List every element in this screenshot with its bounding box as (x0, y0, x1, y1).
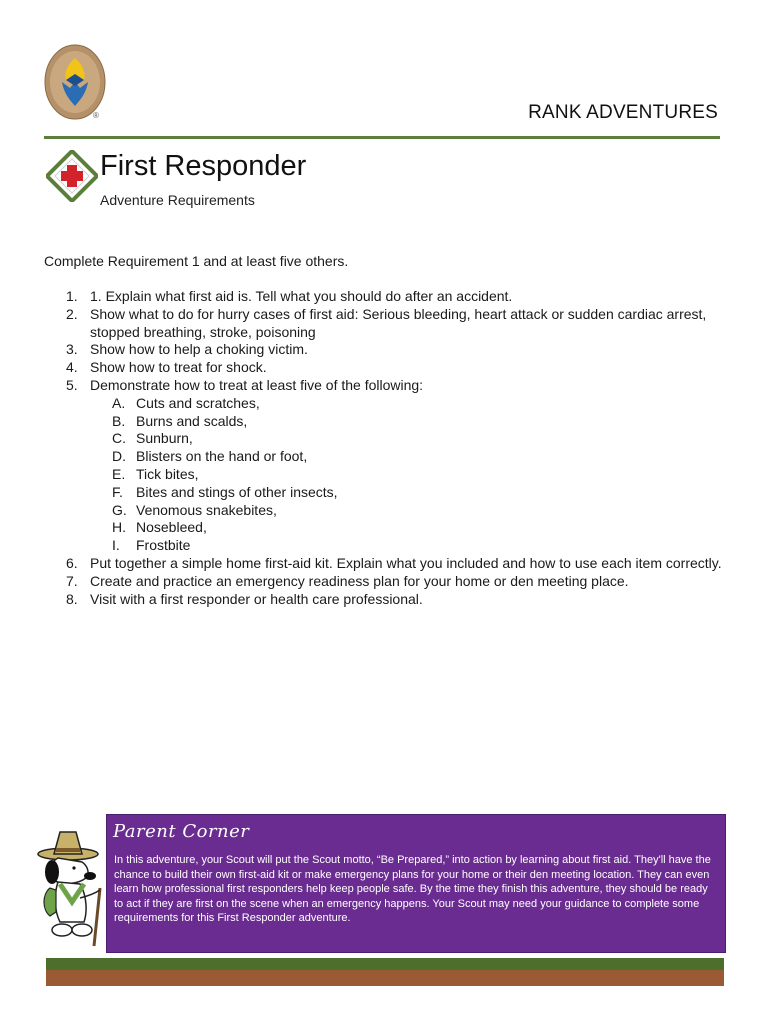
requirement-number: 2. (66, 305, 78, 322)
sub-requirement-letter: F. (112, 483, 123, 500)
sub-requirement-letter: A. (112, 394, 126, 411)
sub-requirement-text: Sunburn, (136, 430, 193, 447)
requirement-item (44, 555, 724, 573)
requirement-item (44, 573, 724, 591)
footer-brown-bar (46, 970, 724, 986)
first-aid-diamond-icon (46, 150, 98, 202)
sub-requirement-item (90, 502, 724, 520)
requirements-list (44, 288, 724, 608)
sub-requirement-text: Cuts and scratches, (136, 394, 260, 411)
requirement-number: 8. (66, 590, 78, 607)
requirement-text: Create and practice an emergency readiness plan for your home or den meeting place. (90, 572, 629, 589)
sub-requirement-text: Frostbite (136, 537, 191, 554)
requirement-text: Show how to treat for shock. (90, 359, 267, 376)
requirement-number: 4. (66, 359, 78, 376)
requirement-item (44, 341, 724, 359)
requirement-text: Show what to do for hurry cases of first aid: Serious bleeding, heart attack or sudden cardiac arrest, stopped breathing, stroke, poisoning (90, 305, 707, 340)
adventure-title: First Responder (100, 150, 307, 182)
sub-requirement-letter: G. (112, 501, 127, 518)
requirement-number: 1. (66, 288, 78, 304)
registered-mark: ® (93, 111, 99, 120)
cub-scout-logo-icon (44, 44, 106, 120)
requirement-number: 7. (66, 572, 78, 589)
sub-requirement-item (90, 519, 724, 537)
adventure-subtitle: Adventure Requirements (100, 192, 255, 208)
requirement-item (44, 377, 724, 555)
section-label: RANK ADVENTURES (528, 102, 718, 123)
requirement-text: Show how to help a choking victim. (90, 341, 308, 358)
sub-requirement-letter: E. (112, 465, 126, 482)
sub-requirement-text: Bites and stings of other insects, (136, 483, 338, 500)
sub-requirement-item (90, 413, 724, 431)
snoopy-scout-icon (28, 818, 114, 952)
sub-requirement-text: Burns and scalds, (136, 412, 248, 429)
requirement-number: 3. (66, 341, 78, 358)
footer-green-bar (46, 958, 724, 970)
requirement-text: 1. Explain what first aid is. Tell what you should do after an accident. (90, 288, 513, 304)
requirement-text: Put together a simple home first-aid kit. Explain what you included and how to use each item correctly. (90, 554, 722, 571)
sub-requirement-text: Venomous snakebites, (136, 501, 277, 518)
sub-requirements-list (90, 395, 724, 555)
sub-requirement-item (90, 395, 724, 413)
sub-requirement-letter: B. (112, 412, 126, 429)
sub-requirement-item (90, 448, 724, 466)
requirement-item (44, 591, 724, 609)
sub-requirement-text: Blisters on the hand or foot, (136, 448, 308, 465)
requirement-number: 6. (66, 554, 78, 571)
requirement-text: Visit with a first responder or health care professional. (90, 590, 423, 607)
sub-requirement-letter: I. (112, 537, 120, 554)
sub-requirement-item (90, 466, 724, 484)
sub-requirement-letter: D. (112, 448, 126, 465)
requirement-item (44, 359, 724, 377)
requirement-number: 5. (66, 376, 78, 393)
sub-requirement-item (90, 537, 724, 555)
header-divider (44, 136, 720, 139)
requirements-intro: Complete Requirement 1 and at least five others. (44, 253, 349, 269)
sub-requirement-text: Tick bites, (136, 465, 199, 482)
requirement-item (44, 288, 724, 306)
sub-requirement-text: Nosebleed, (136, 519, 207, 536)
sub-requirement-letter: H. (112, 519, 126, 536)
sub-requirement-item (90, 430, 724, 448)
requirement-text: Demonstrate how to treat at least five of the following: (90, 376, 424, 393)
parent-corner-title: Parent Corner (113, 821, 250, 842)
sub-requirement-letter: C. (112, 430, 126, 447)
sub-requirement-item (90, 484, 724, 502)
parent-corner-text: In this adventure, your Scout will put the Scout motto, “Be Prepared,” into action by learning about first aid. They'll have the chance to build their own first-aid kit or make emergency plans for your home or their den meeting location. They can even learn how professional first responders help keep people safe. By the time they finish this adventure, they should be ready to act if they are first on the scene when an emergency happens. Your Scout may need your guidance to complete some requirements for this First Responder adventure. (114, 854, 711, 925)
requirement-item (44, 306, 724, 342)
